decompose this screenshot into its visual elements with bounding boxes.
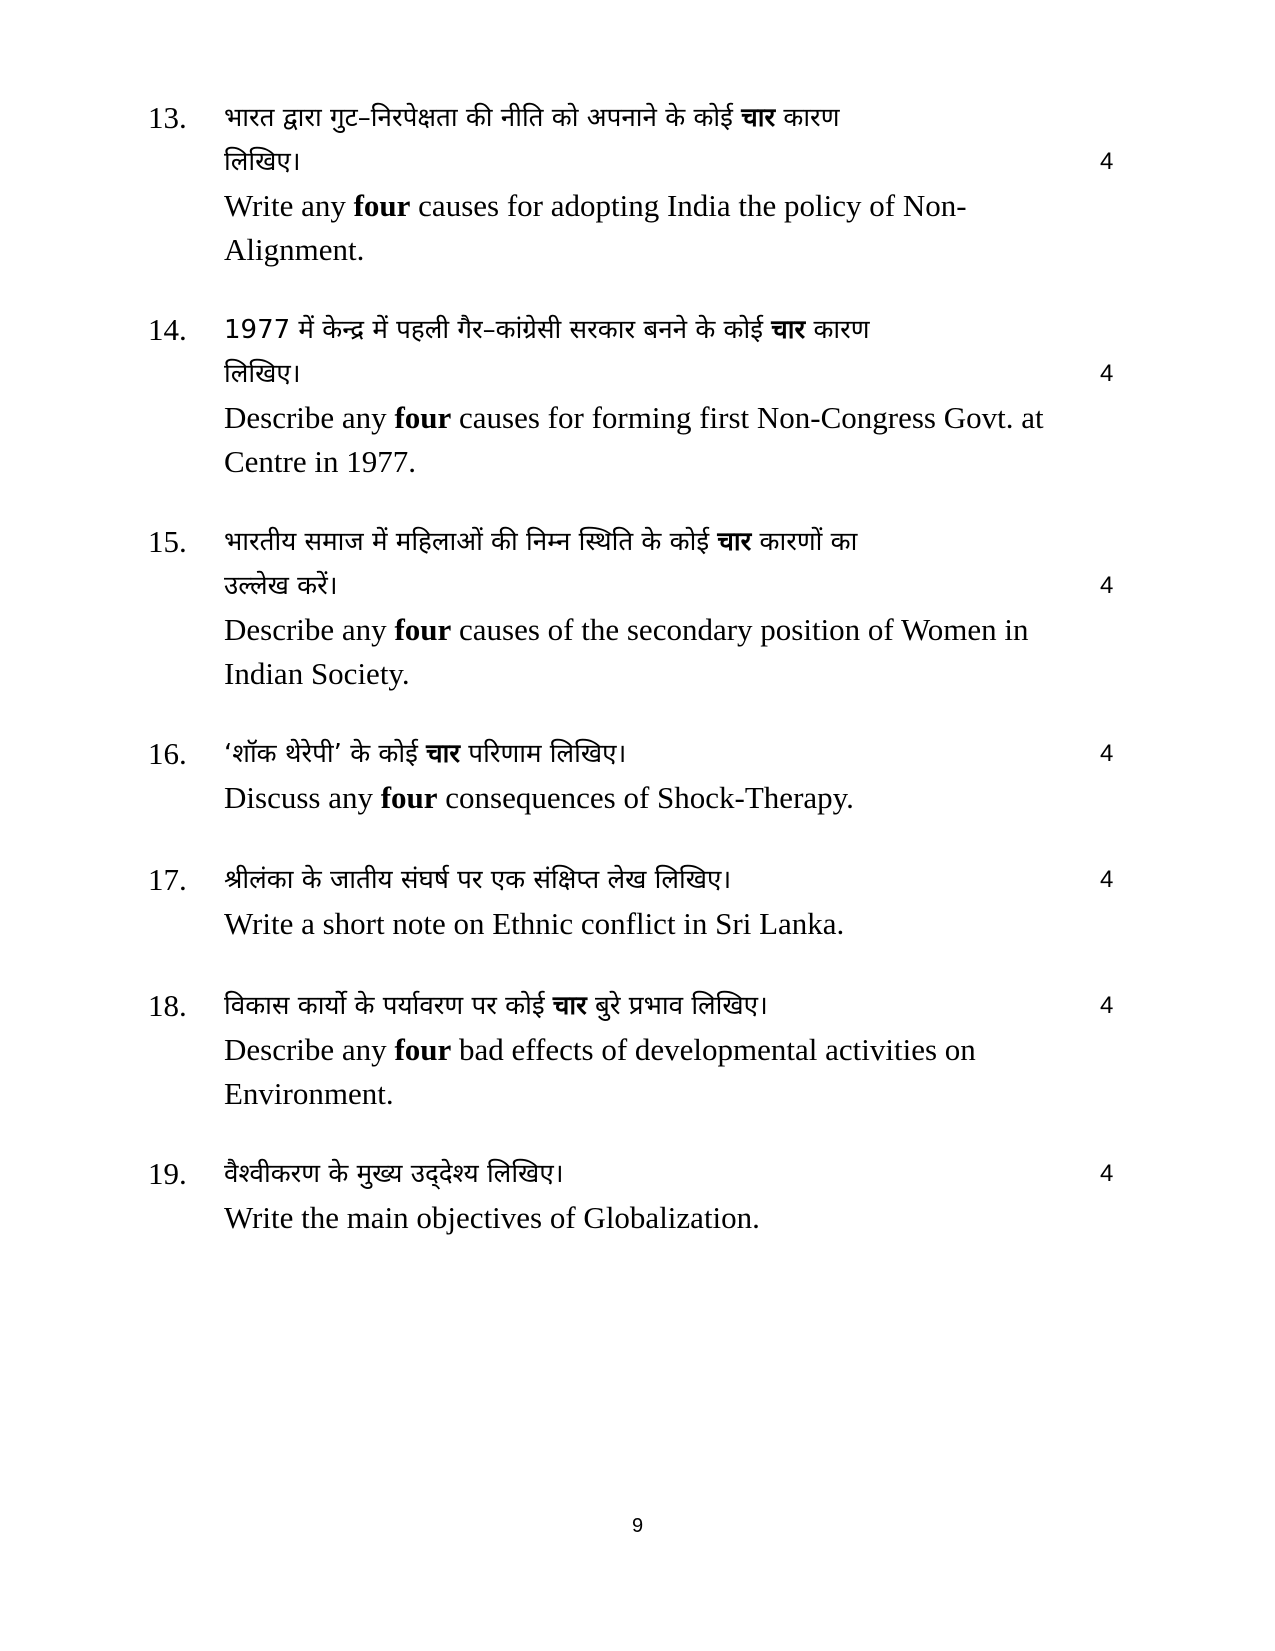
emphasis: चार	[552, 991, 587, 1021]
hindi-line: उल्लेख करें।	[224, 571, 338, 601]
hindi-line: लिखिए।	[224, 359, 301, 389]
marks: 4	[1100, 148, 1114, 175]
hindi-line: भारत द्वारा गुट–निरपेक्षता की नीति को अपनाने के कोई चार कारण	[224, 103, 840, 133]
emphasis: four	[394, 612, 452, 647]
hindi-line: भारतीय समाज में महिलाओं की निम्न स्थिति के कोई चार कारणों का	[224, 527, 858, 557]
question-body	[224, 96, 1104, 272]
english-text: Write the main objectives of Globalization.	[224, 1200, 760, 1235]
question-body	[224, 858, 1104, 946]
marks: 4	[1100, 740, 1114, 767]
emphasis: four	[394, 1032, 452, 1067]
question-body	[224, 732, 1104, 820]
emphasis: चार	[426, 739, 461, 769]
question-body	[224, 520, 1104, 696]
hindi-line: 1977 में केन्द्र में पहली गैर–कांग्रेसी सरकार बनने के कोई चार कारण	[224, 315, 870, 345]
question-number: 19.	[148, 1156, 187, 1191]
emphasis: four	[394, 400, 452, 435]
question-body	[224, 308, 1104, 484]
hindi-line: लिखिए।	[224, 147, 301, 177]
page-number: 9	[631, 1515, 644, 1537]
emphasis: चार	[717, 527, 752, 557]
hindi-line: ‘शॉक थेरेपी’ के कोई चार परिणाम लिखिए।	[224, 739, 627, 769]
marks: 4	[1100, 1160, 1114, 1187]
english-text: Write a short note on Ethnic conflict in Sri Lanka.	[224, 906, 845, 941]
hindi-line: वैश्वीकरण के मुख्य उद्‌देश्य लिखिए।	[224, 1159, 564, 1189]
marks: 4	[1100, 992, 1114, 1019]
english-text: Discuss any four consequences of Shock-Therapy.	[224, 780, 854, 815]
question-number: 17.	[148, 862, 187, 897]
marks: 4	[1100, 572, 1114, 599]
english-text: Write any four causes for adopting India the policy of Non-Alignment.	[224, 188, 967, 267]
marks: 4	[1100, 866, 1114, 893]
english-text: Describe any four causes of the secondary position of Women in Indian Society.	[224, 612, 1029, 691]
emphasis: four	[380, 780, 438, 815]
emphasis: चार	[771, 315, 806, 345]
question-number: 14.	[148, 312, 187, 347]
marks: 4	[1100, 360, 1114, 387]
english-text: Describe any four causes for forming first Non-Congress Govt. at Centre in 1977.	[224, 400, 1044, 479]
hindi-line: श्रीलंका के जातीय संघर्ष पर एक संक्षिप्त लेख लिखिए।	[224, 865, 732, 895]
question-body	[224, 984, 1104, 1116]
english-text: Describe any four bad effects of developmental activities on Environment.	[224, 1032, 976, 1111]
question-number: 18.	[148, 988, 187, 1023]
hindi-line: विकास कार्यो के पर्यावरण पर कोई चार बुरे प्रभाव लिखिए।	[224, 991, 768, 1021]
question-body	[224, 1152, 1104, 1240]
emphasis: चार	[741, 103, 776, 133]
question-number: 15.	[148, 524, 187, 559]
question-number: 13.	[148, 100, 187, 135]
question-number: 16.	[148, 736, 187, 771]
emphasis: four	[353, 188, 411, 223]
